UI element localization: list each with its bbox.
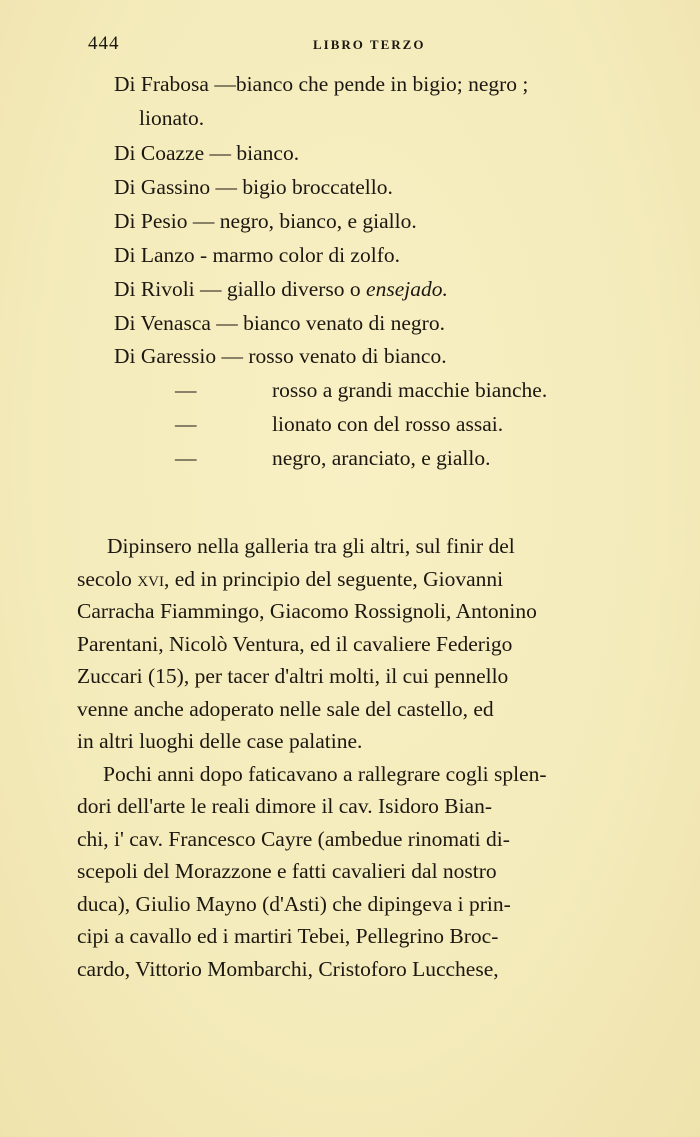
ditto-dash: — [175,412,197,436]
text-line: venne anche adoperato nelle sale del castello, ed [77,697,494,721]
sub-list-item: negro, aranciato, e giallo. [272,446,491,470]
text-line: duca), Giulio Mayno (d'Asti) che dipingeva i prin- [77,892,511,916]
text-line: in altri luoghi delle case palatine. [77,729,363,753]
list-item: Di Venasca — bianco venato di negro. [114,311,445,335]
page-number: 444 [88,33,120,54]
list-item-text: Di Rivoli — giallo diverso o [114,277,367,301]
ditto-dash: — [175,378,197,402]
sub-list-item: rosso a grandi macchie bianche. [272,378,548,402]
running-title: LIBRO TERZO [313,37,426,52]
text-segment: secolo [77,567,138,591]
list-item [114,279,448,301]
text-line: Zuccari (15), per tacer d'altri molti, il cui pennello [77,664,509,688]
text-line: Dipinsero nella galleria tra gli altri, sul finir del [107,534,515,558]
list-item: Di Gassino — bigio broccatello. [114,175,393,199]
list-item-continuation: lionato. [139,106,205,130]
list-item: Di Garessio — rosso venato di bianco. [114,344,447,368]
text-line: chi, i' cav. Francesco Cayre (ambedue rinomati di- [77,827,510,851]
text-line: cardo, Vittorio Mombarchi, Cristoforo Lucchese, [77,957,499,981]
text-line: scepoli del Morazzone e fatti cavalieri dal nostro [77,859,497,883]
list-item: Di Coazze — bianco. [114,141,300,165]
text-line [77,569,503,591]
text-line: dori dell'arte le reali dimore il cav. Isidoro Bian- [77,794,493,818]
page-header [0,33,700,57]
list-item: Di Frabosa —bianco che pende in bigio; negro ; [114,72,529,96]
text-segment: , ed in principio del seguente, Giovanni [163,567,504,591]
ditto-dash: — [175,446,197,470]
text-line: cipi a cavallo ed i martiri Tebei, Pellegrino Broc- [77,924,499,948]
sub-list-item: lionato con del rosso assai. [272,412,504,436]
text-line: Parentani, Nicolò Ventura, ed il cavaliere Federigo [77,632,513,656]
italic-term: ensejado. [366,277,448,301]
list-item: Di Pesio — negro, bianco, e giallo. [114,209,417,233]
text-line: Carracha Fiammingo, Giacomo Rossignoli, Antonino [77,599,537,623]
roman-numeral: xvi [137,567,164,591]
text-line: Pochi anni dopo faticavano a rallegrare cogli splen- [103,762,547,786]
list-item: Di Lanzo - marmo color di zolfo. [114,243,400,267]
